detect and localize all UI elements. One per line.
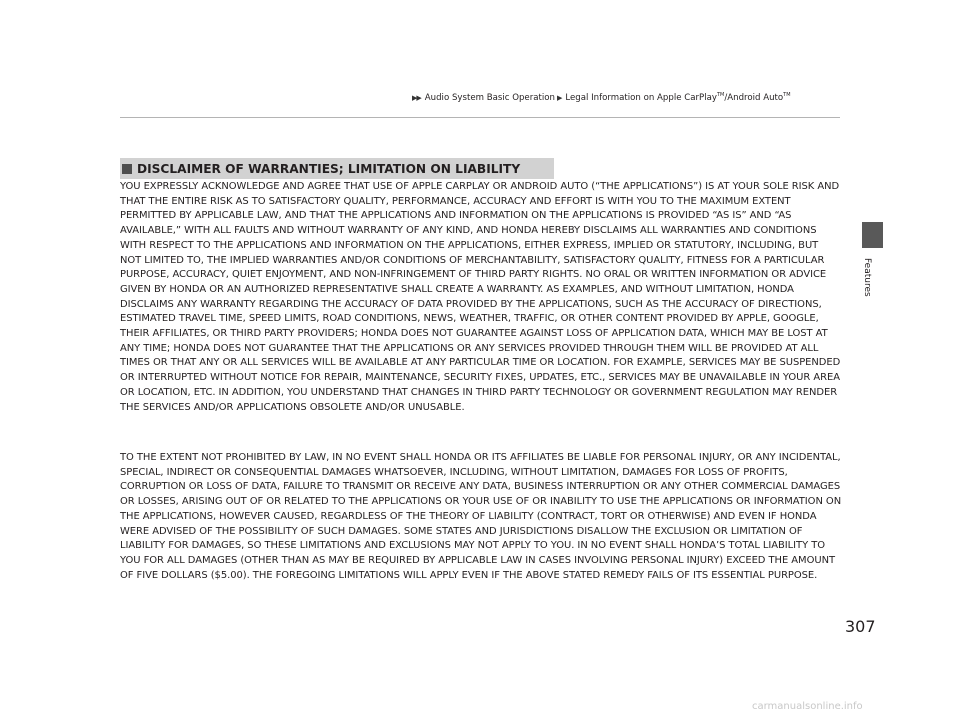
trademark-mark: TM	[716, 92, 725, 99]
chapter-tab-label[interactable]: Features	[862, 258, 872, 297]
breadcrumb-item-audio-system[interactable]: Audio System Basic Operation	[424, 93, 555, 103]
disclaimer-paragraph: YOU EXPRESSLY ACKNOWLEDGE AND AGREE THAT USE OF APPLE CARPLAY OR ANDROID AUTO (“THE APPLICATIONS”) IS AT YOUR SOLE RISK AND THAT THE ENTIRE RISK AS TO SATISFACTORY QUALITY, PERFORMANCE, ACCURACY AND EFFORT IS WITH YOU TO THE MAXIMUM EXTENT PERMITTED BY APPLICABLE LAW, AND THAT THE APPLICATIONS AND INFORMATION ON THE APPLICATIONS IS PROVIDED “AS IS” AND “AS AVAILABLE,” WITH ALL FAULTS AND WITHOUT WARRANTY OF ANY KIND, AND HONDA HEREBY DISCLAIMS ALL WARRANTIES AND CONDITIONS WITH RESPECT TO THE APPLICATIONS AND INFORMATION ON THE APPLICATIONS, EITHER EXPRESS, IMPLIED OR STATUTORY, INCLUDING, BUT NOT LIMITED TO, THE IMPLIED WARRANTIES AND/OR CONDITIONS OF MERCHANTABILITY, SATISFACTORY QUALITY, FITNESS FOR A PARTICULAR PURPOSE, ACCURACY, QUIET ENJOYMENT, AND NON-INFRINGEMENT OF THIRD PARTY RIGHTS. NO ORAL OR WRITTEN INFORMATION OR ADVICE GIVEN BY HONDA OR AN AUTHORIZED REPRESENTATIVE SHALL CREATE A WARRANTY. AS EXAMPLES, AND WITHOUT LIMITATION, HONDA DISCLAIMS ANY WARRANTY REGARDING THE ACCURACY OF DATA PROVIDED BY THE APPLICATIONS, SUCH AS THE ACCURACY OF DIRECTIONS, ESTIMATED TRAVEL TIME, SPEED LIMITS, ROAD CONDITIONS, NEWS, WEATHER, TRAFFIC, OR OTHER CONTENT PROVIDED BY APPLE, GOOGLE, THEIR AFFILIATES, OR THIRD PARTY PROVIDERS; HONDA DOES NOT GUARANTEE AGAINST LOSS OF APPLICATION DATA, WHICH MAY BE LOST AT ANY TIME; HONDA DOES NOT GUARANTEE THAT THE APPLICATIONS OR ANY SERVICES PROVIDED THROUGH THEM WILL BE PROVIDED AT ALL TIMES OR THAT ANY OR ALL SERVICES WILL BE AVAILABLE AT ANY PARTICULAR TIME OR LOCATION. FOR EXAMPLE, SERVICES MAY BE SUSPENDED OR INTERRUPTED WITHOUT NOTICE FOR REPAIR, MAINTENANCE, SECURITY FIXES, UPDATES, ETC., SERVICES MAY BE UNAVAILABLE IN YOUR AREA OR LOCATION, ETC. IN ADDITION, YOU UNDERSTAND THAT CHANGES IN THIRD PARTY TECHNOLOGY OR GOVERNMENT REGULATION MAY RENDER THE SERVICES AND/OR APPLICATIONS OBSOLETE AND/OR UNUSABLE.	[120, 181, 841, 413]
double-triangle-right-icon: ▶▶	[412, 94, 421, 102]
chapter-tab-marker[interactable]	[862, 222, 883, 248]
breadcrumb-item-legal-text: Legal Information on Apple CarPlay	[565, 93, 717, 103]
liability-paragraph: TO THE EXTENT NOT PROHIBITED BY LAW, IN NO EVENT SHALL HONDA OR ITS AFFILIATES BE LIABLE FOR PERSONAL INJURY, OR ANY INCIDENTAL, SPECIAL, INDIRECT OR CONSEQUENTIAL DAMAGES WHATSOEVER, INCLUDING, WITHOUT LIMITATION, DAMAGES FOR LOSS OF PROFITS, CORRUPTION OR LOSS OF DATA, FAILURE TO TRANSMIT OR RECEIVE ANY DATA, BUSINESS INTERRUPTION OR ANY OTHER COMMERCIAL DAMAGES OR LOSSES, ARISING OUT OF OR RELATED TO THE APPLICATIONS OR YOUR USE OF OR INABILITY TO USE THE APPLICATIONS OR INFORMATION ON THE APPLICATIONS, HOWEVER CAUSED, REGARDLESS OF THE THEORY OF LIABILITY (CONTRACT, TORT OR OTHERWISE) AND EVEN IF HONDA WERE ADVISED OF THE POSSIBILITY OF SUCH DAMAGES. SOME STATES AND JURISDICTIONS DISALLOW THE EXCLUSION OR LIMITATION OF LIABILITY FOR DAMAGES, SO THESE LIMITATIONS AND EXCLUSIONS MAY NOT APPLY TO YOU. IN NO EVENT SHALL HONDA’S TOTAL LIABILITY TO YOU FOR ALL DAMAGES (OTHER THAN AS MAY BE REQUIRED BY APPLICABLE LAW IN CASES INVOLVING PERSONAL INJURY) EXCEED THE AMOUNT OF FIVE DOLLARS ($5.00). THE FOREGOING LIMITATIONS WILL APPLY EVEN IF THE ABOVE STATED REMEDY FAILS OF ITS ESSENTIAL PURPOSE.	[120, 452, 842, 581]
breadcrumb-item-android-text: /Android Auto	[724, 93, 784, 103]
page-number: 307	[845, 617, 876, 636]
section-heading	[120, 158, 554, 179]
breadcrumb-item-legal-information[interactable]	[565, 93, 790, 103]
trademark-mark: TM	[783, 92, 791, 99]
header-divider	[120, 117, 840, 118]
square-bullet-icon	[122, 164, 132, 174]
triangle-right-icon: ▶	[556, 94, 562, 102]
watermark: carmanualsonline.info	[752, 701, 863, 712]
section-title: DISCLAIMER OF WARRANTIES; LIMITATION ON LIABILITY	[137, 161, 521, 176]
breadcrumb	[412, 93, 791, 103]
